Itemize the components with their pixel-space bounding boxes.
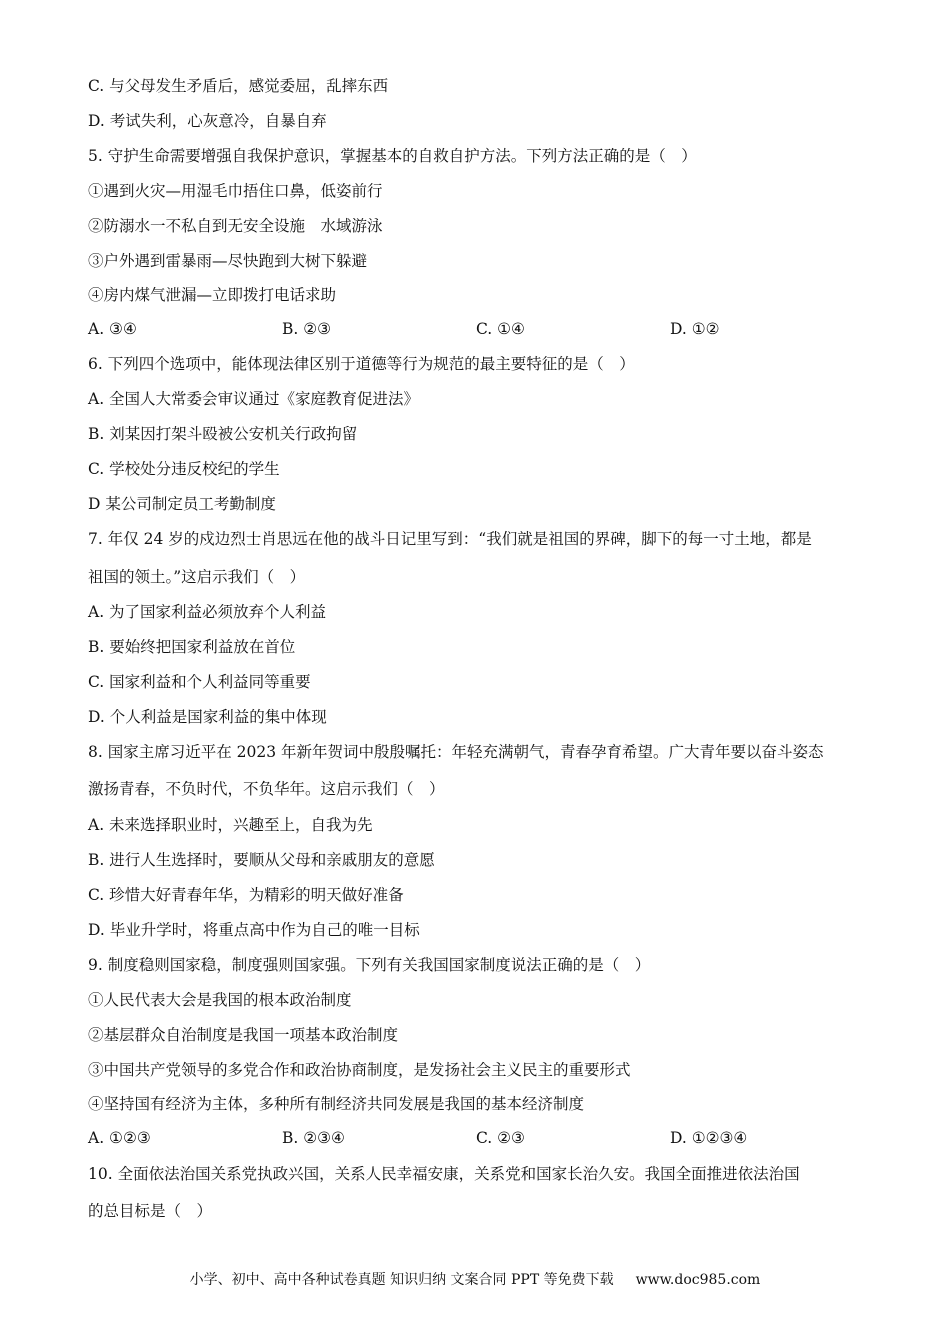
q6-option-c: C. 学校处分违反校纪的学生 (88, 460, 280, 478)
question-5-stem: 5. 守护生命需要增强自我保护意识，掌握基本的自救自护方法。下列方法正确的是（ ） (88, 147, 697, 165)
q5-option-c: C. ①④ (476, 320, 525, 338)
footer-url[interactable]: www.doc985.com (635, 1272, 761, 1288)
q6-option-a: A. 全国人大常委会审议通过《家庭教育促进法》 (88, 390, 420, 408)
question-10-stem-line-2: 的总目标是（ ） (88, 1202, 213, 1220)
q7-option-d: D. 个人利益是国家利益的集中体现 (88, 708, 327, 726)
q5-option-a: A. ③④ (88, 320, 137, 338)
q8-option-b: B. 进行人生选择时，要顺从父母和亲戚朋友的意愿 (88, 851, 435, 869)
q9-option-b: B. ②③④ (282, 1129, 345, 1147)
question-5-item-3: ③户外遇到雷暴雨—尽快跑到大树下躲避 (88, 252, 368, 270)
q6-option-d: D 某公司制定员工考勤制度 (88, 495, 276, 513)
question-9-item-1: ①人民代表大会是我国的根本政治制度 (88, 991, 352, 1009)
question-10-stem-line-1: 10. 全面依法治国关系党执政兴国，关系人民幸福安康，关系党和国家长治久安。我国全面推进依法治国 (88, 1165, 800, 1183)
q9-option-d: D. ①②③④ (670, 1129, 748, 1147)
q7-option-b: B. 要始终把国家利益放在首位 (88, 638, 296, 656)
question-5-item-2: ②防溺水一不私自到无安全设施 水域游泳 (88, 217, 383, 235)
q8-option-d: D. 毕业升学时，将重点高中作为自己的唯一目标 (88, 921, 420, 939)
question-8-stem-line-2: 激扬青春，不负时代，不负华年。这启示我们（ ） (88, 780, 445, 798)
q9-option-c: C. ②③ (476, 1129, 525, 1147)
q8-option-a: A. 未来选择职业时，兴趣至上，自我为先 (88, 816, 373, 834)
question-7-stem-line-1: 7. 年仅 24 岁的戍边烈士肖思远在他的战斗日记里写到：“我们就是祖国的界碑，脚下的每一寸土地，都是 (88, 530, 812, 548)
question-9-item-4: ④坚持国有经济为主体，多种所有制经济共同发展是我国的基本经济制度 (88, 1095, 585, 1113)
q6-option-b: B. 刘某因打架斗殴被公安机关行政拘留 (88, 425, 358, 443)
question-5-item-1: ①遇到火灾—用湿毛巾捂住口鼻，低姿前行 (88, 182, 383, 200)
question-6-stem: 6. 下列四个选项中，能体现法律区别于道德等行为规范的最主要特征的是（ ） (88, 355, 635, 373)
footer-text: 小学、初中、高中各种试卷真题 知识归纳 文案合同 PPT 等免费下载 (189, 1272, 614, 1288)
question-9-stem: 9. 制度稳则国家稳，制度强则国家强。下列有关我国国家制度说法正确的是（ ） (88, 956, 651, 974)
question-5-item-4: ④房内煤气泄漏—立即拨打电话求助 (88, 286, 337, 304)
q5-option-d: D. ①② (670, 320, 720, 338)
question-9-item-2: ②基层群众自治制度是我国一项基本政治制度 (88, 1026, 399, 1044)
q9-option-a: A. ①②③ (88, 1129, 151, 1147)
question-9-item-3: ③中国共产党领导的多党合作和政治协商制度，是发扬社会主义民主的重要形式 (88, 1061, 631, 1079)
q4-option-c: C. 与父母发生矛盾后，感觉委屈，乱摔东西 (88, 77, 389, 95)
q4-option-d: D. 考试失利，心灰意冷，自暴自弃 (88, 112, 327, 130)
q8-option-c: C. 珍惜大好青春年华，为精彩的明天做好准备 (88, 886, 404, 904)
q5-option-b: B. ②③ (282, 320, 332, 338)
question-8-stem-line-1: 8. 国家主席习近平在 2023 年新年贺词中殷殷嘱托：年轻充满朝气，青春孕育希望。广大青年要以奋斗姿态 (88, 743, 824, 761)
question-7-stem-line-2: 祖国的领土。”这启示我们（ ） (88, 568, 306, 586)
q7-option-a: A. 为了国家利益必须放弃个人利益 (88, 603, 327, 621)
q7-option-c: C. 国家利益和个人利益同等重要 (88, 673, 311, 691)
page-footer (0, 1270, 950, 1290)
